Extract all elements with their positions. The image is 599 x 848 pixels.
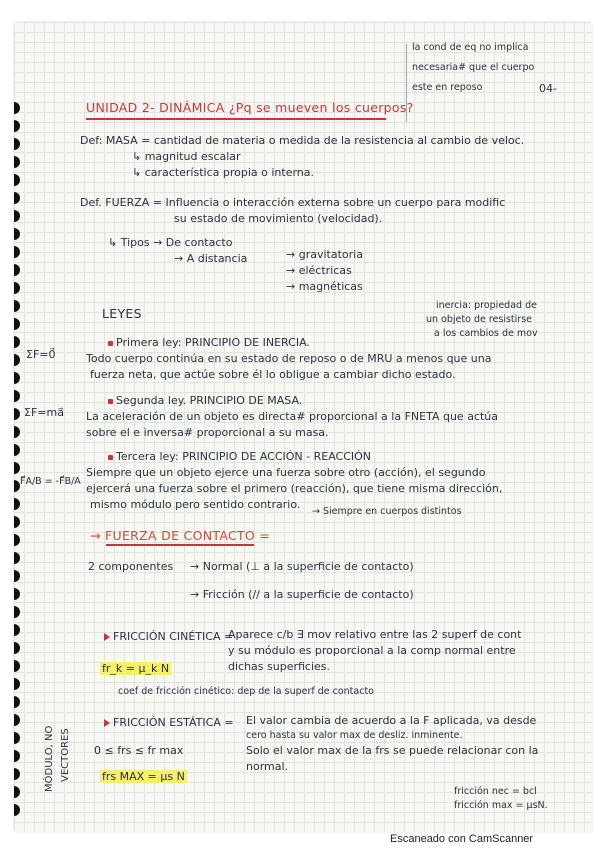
scanner-watermark: Escaneado con CamScanner [390,833,534,845]
hole [14,246,20,258]
hole [14,786,20,798]
notebook-page [14,22,592,832]
second-law-formula: ΣF=ma⃗ [24,406,64,419]
triangle-bullet-icon [104,633,110,641]
hole [14,318,20,330]
inercia-note: a los cambios de mov [434,328,538,339]
page-number: 04- [539,82,557,95]
hole [14,732,20,744]
second-law-title-text: Segunda ley. PRINCIPIO DE MASA. [116,394,303,407]
leyes-heading: LEYES [102,306,142,321]
static-friction-line: normal. [246,760,289,773]
hole [14,534,20,546]
hole [14,624,20,636]
hole [14,192,20,204]
contact-components: 2 componentes [88,560,174,573]
def-masa-line: ↳ característica propia o interna. [132,166,314,179]
binding-holes [14,102,28,832]
hole [14,444,20,456]
fuerza-magneticas: → magnéticas [286,280,363,293]
hole [14,570,20,582]
static-friction-line: Solo el valor max de la frs se puede relacionar con la [246,744,539,757]
side-label-modulo: MÓDULO, NO [44,725,55,792]
kinetic-friction-line: dichas superficies. [228,660,331,673]
hole [14,516,20,528]
hole [14,210,20,222]
fuerza-tipos: ↳ Tipos → De contacto [108,236,233,249]
third-law-note: → Siempre en cuerpos distintos [312,506,462,517]
top-note-line: la cond de eq no implica [412,42,529,53]
hole [14,750,20,762]
third-law-line: ejercerá una fuerza sobre el primero (reacción), que tiene misma dirección, [86,482,503,495]
inercia-note: inercia: propiedad de [436,300,537,311]
side-label-vectores: VECTORES [60,728,71,782]
static-friction-formula [100,770,187,783]
highlighted-formula: fr_k = μ_k N [102,662,170,675]
hole [14,372,20,384]
first-law-title [108,336,310,349]
hole [14,300,20,312]
hole [14,588,20,600]
hole [14,462,20,474]
hole [14,606,20,618]
contact-friccion: → Fricción (// a la superficie de contacto) [190,588,414,601]
hole [14,228,20,240]
contact-force-heading: → FUERZA DE CONTACTO = [90,528,271,543]
fuerza-gravitatoria: → gravitatoria [286,248,363,261]
third-law-line: Siempre que un objeto ejerce una fuerza sobre otro (acción), el segundo [86,466,486,479]
second-law-line: sobre el e inversa# proporcional a su masa. [86,426,329,439]
kinetic-friction-formula [100,662,171,675]
hole [14,264,20,276]
kinetic-friction-line: y su módulo es proporcional a la comp normal entre [228,644,516,657]
first-law-line: fuerza neta, que actúe sobre él lo obligue a cambiar dicho estado. [90,368,456,381]
static-friction-range: 0 ≤ frs ≤ fr max [94,744,184,757]
def-fuerza-line: Def. FUERZA = Influencia o interacción externa sobre un cuerpo para modific [80,196,506,209]
fuerza-electricas: → eléctricas [286,264,352,277]
hole [14,282,20,294]
hole [14,408,20,420]
page-title: UNIDAD 2- DINÁMICA ¿Pq se mueven los cuerpos? [86,100,414,115]
first-law-line: Todo cuerpo continúa en su estado de reposo o de MRU a menos que una [86,352,492,365]
third-law-title-text: Tercera ley: PRINCIPIO DE ACCIÓN - REACCIÓN [116,450,372,463]
def-masa-line: ↳ magnitud escalar [132,150,241,163]
bullet-icon [108,399,113,404]
third-law-title [108,450,371,463]
title-underline [86,118,386,120]
hole [14,768,20,780]
hole [14,552,20,564]
hole [14,354,20,366]
hole [14,696,20,708]
kinetic-friction-title-text: FRICCIÓN CINÉTICA = [113,630,234,643]
inercia-note: un objeto de resistirse [426,314,532,325]
hole [14,138,20,150]
top-note-line: necesaria# que el cuerpo [412,62,535,73]
kinetic-friction-title [104,630,233,643]
third-law-line: mismo módulo pero sentido contrario. [90,498,301,511]
bottom-note: fricción nec = bcl [454,786,537,797]
hole [14,678,20,690]
first-law-title-text: Primera ley: PRINCIPIO DE INERCIA. [116,336,310,349]
hole [14,642,20,654]
contact-normal: → Normal (⊥ a la superficie de contacto) [190,560,414,573]
def-masa-line: Def: MASA = cantidad de materia o medida de la resistencia al cambio de veloc. [80,134,525,147]
hole [14,498,20,510]
hole [14,426,20,438]
contact-heading-underline [106,544,254,546]
second-law-line: La aceleración de un objeto es directa# proporcional a la FNETA que actúa [86,410,499,423]
second-law-title [108,394,302,407]
static-friction-title [104,716,234,729]
third-law-formula: F⃗A/B = -F⃗B/A [20,476,81,487]
hole [14,174,20,186]
first-law-formula: ΣF=0⃗ [26,348,56,361]
def-fuerza-line: su estado de movimiento (velocidad). [174,212,383,225]
triangle-bullet-icon [104,719,110,727]
hole [14,714,20,726]
fuerza-distancia: → A distancia [174,252,248,265]
hole [14,660,20,672]
static-friction-line: cero hasta su valor max de desliz. inminente. [246,730,463,741]
kinetic-coef-note: coef de fricción cinético: dep de la superf de contacto [118,686,374,697]
hole [14,156,20,168]
bottom-note: fricción max = μsN. [454,800,548,811]
hole [14,120,20,132]
bullet-icon [108,341,113,346]
bullet-icon [108,455,113,460]
static-friction-line: El valor cambia de acuerdo a la F aplicada, va desde [246,714,537,727]
hole [14,336,20,348]
hole [14,390,20,402]
kinetic-friction-line: Aparece c/b ∃ mov relativo entre las 2 superf de cont [228,628,522,641]
hole [14,804,20,816]
hole [14,102,20,114]
highlighted-formula: frs MAX = μs N [102,770,185,783]
static-friction-title-text: FRICCIÓN ESTÁTICA = [113,716,234,729]
top-note-line: este en reposo [412,82,483,93]
